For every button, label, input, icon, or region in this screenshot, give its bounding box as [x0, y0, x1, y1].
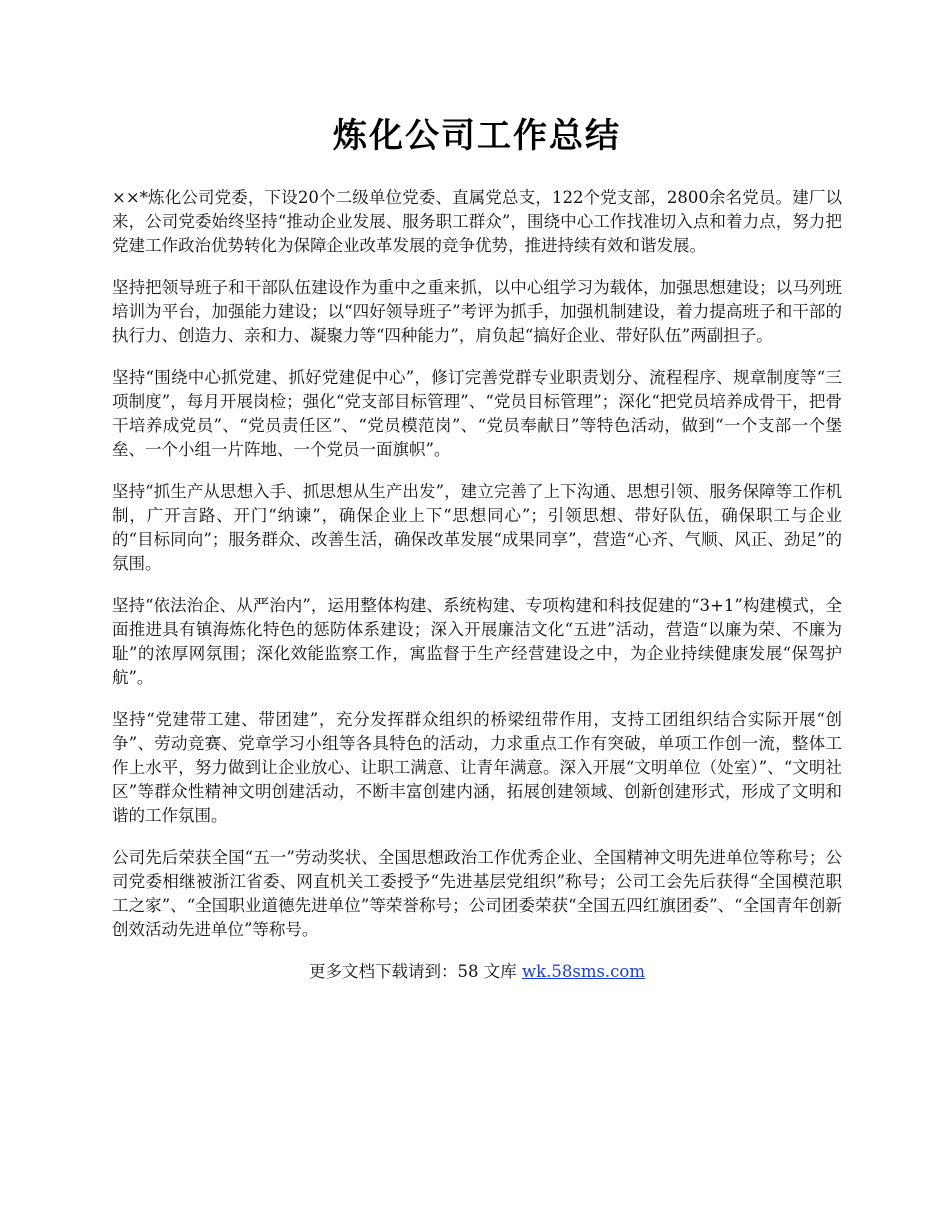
download-footer [112, 960, 842, 984]
paragraph-rule-of-law: 坚持“依法治企、从严治内”，运用整体构建、系统构建、专项构建和科技促建的“3+1”构建模式，全面推进具有镇海炼化特色的惩防体系建设；深入开展廉洁文化“五进”活动，营造“以廉为荣、不廉为耻”的浓厚网氛围；深化效能监察工作，寓监督于生产经营建设之中，为企业持续健康发展“保驾护航”。 [112, 596, 842, 687]
paragraph-honors: 公司先后荣获全国“五一”劳动奖状、全国思想政治工作优秀企业、全国精神文明先进单位等称号；公司党委相继被浙江省委、网直机关工委授予“先进基层党组织”称号；公司工会先后获得“全国模范职工之家”、“全国职业道德先进单位”等荣誉称号；公司团委荣获“全国五四红旗团委”、“全国青年创新创效活动先进单位”等称号。 [112, 848, 842, 939]
paragraph-leadership: 坚持把领导班子和干部队伍建设作为重中之重来抓，以中心组学习为载体，加强思想建设；以马列班培训为平台，加强能力建设；以“四好领导班子”考评为抓手，加强机制建设，着力提高班子和干部的执行力、创造力、亲和力、凝聚力等“四种能力”，肩负起“搞好企业、带好队伍”两副担子。 [112, 278, 842, 345]
document-title: 炼化公司工作总结 [333, 116, 621, 156]
paragraph-production-thought: 坚持“抓生产从思想入手、抓思想从生产出发”，建立完善了上下沟通、思想引领、服务保障等工作机制，广开言路、开门“纳谏”，确保企业上下“思想同心”；引领思想、带好队伍，确保职工与企业的“目标同向”；服务群众、改善生活，确保改革发展“成果同享”，营造“心齐、气顺、风正、劲足”的氛围。 [112, 482, 842, 573]
footer-link[interactable]: wk.58sms.com [521, 962, 645, 981]
paragraph-party-building: 坚持“围绕中心抓党建、抓好党建促中心”，修订完善党群专业职责划分、流程程序、规章制度等“三项制度”，每月开展岗检；强化“党支部目标管理”、“党员目标管理”；深化“把党员培养成骨干，把骨干培养成党员”、“党员责任区”、“党员模范岗”、“党员奉献日”等特色活动，做到“一个支部一个堡垒、一个小组一片阵地、一个党员一面旗帜”。 [112, 368, 842, 459]
paragraph-union-league: 坚持“党建带工建、带团建”，充分发挥群众组织的桥梁纽带作用，支持工团组织结合实际开展“创争”、劳动竞赛、党章学习小组等各具特色的活动，力求重点工作有突破，单项工作创一流，整体工作上水平，努力做到让企业放心、让职工满意、让青年满意。深入开展“文明单位（处室）”、“文明社区”等群众性精神文明创建活动，不断丰富创建内涵，拓展创建领域、创新创建形式，形成了文明和谐的工作氛围。 [112, 710, 842, 825]
document-page [112, 112, 842, 984]
paragraph-intro: ××*炼化公司党委，下设20个二级单位党委、直属党总支，122个党支部，2800余名党员。建厂以来，公司党委始终坚持“推动企业发展、服务职工群众”，围绕中心工作找准切入点和着力点，努力把党建工作政治优势转化为保障企业改革发展的竞争优势，推进持续有效和谐发展。 [112, 188, 842, 255]
footer-text: 更多文档下载请到：58 文库 [308, 962, 522, 981]
